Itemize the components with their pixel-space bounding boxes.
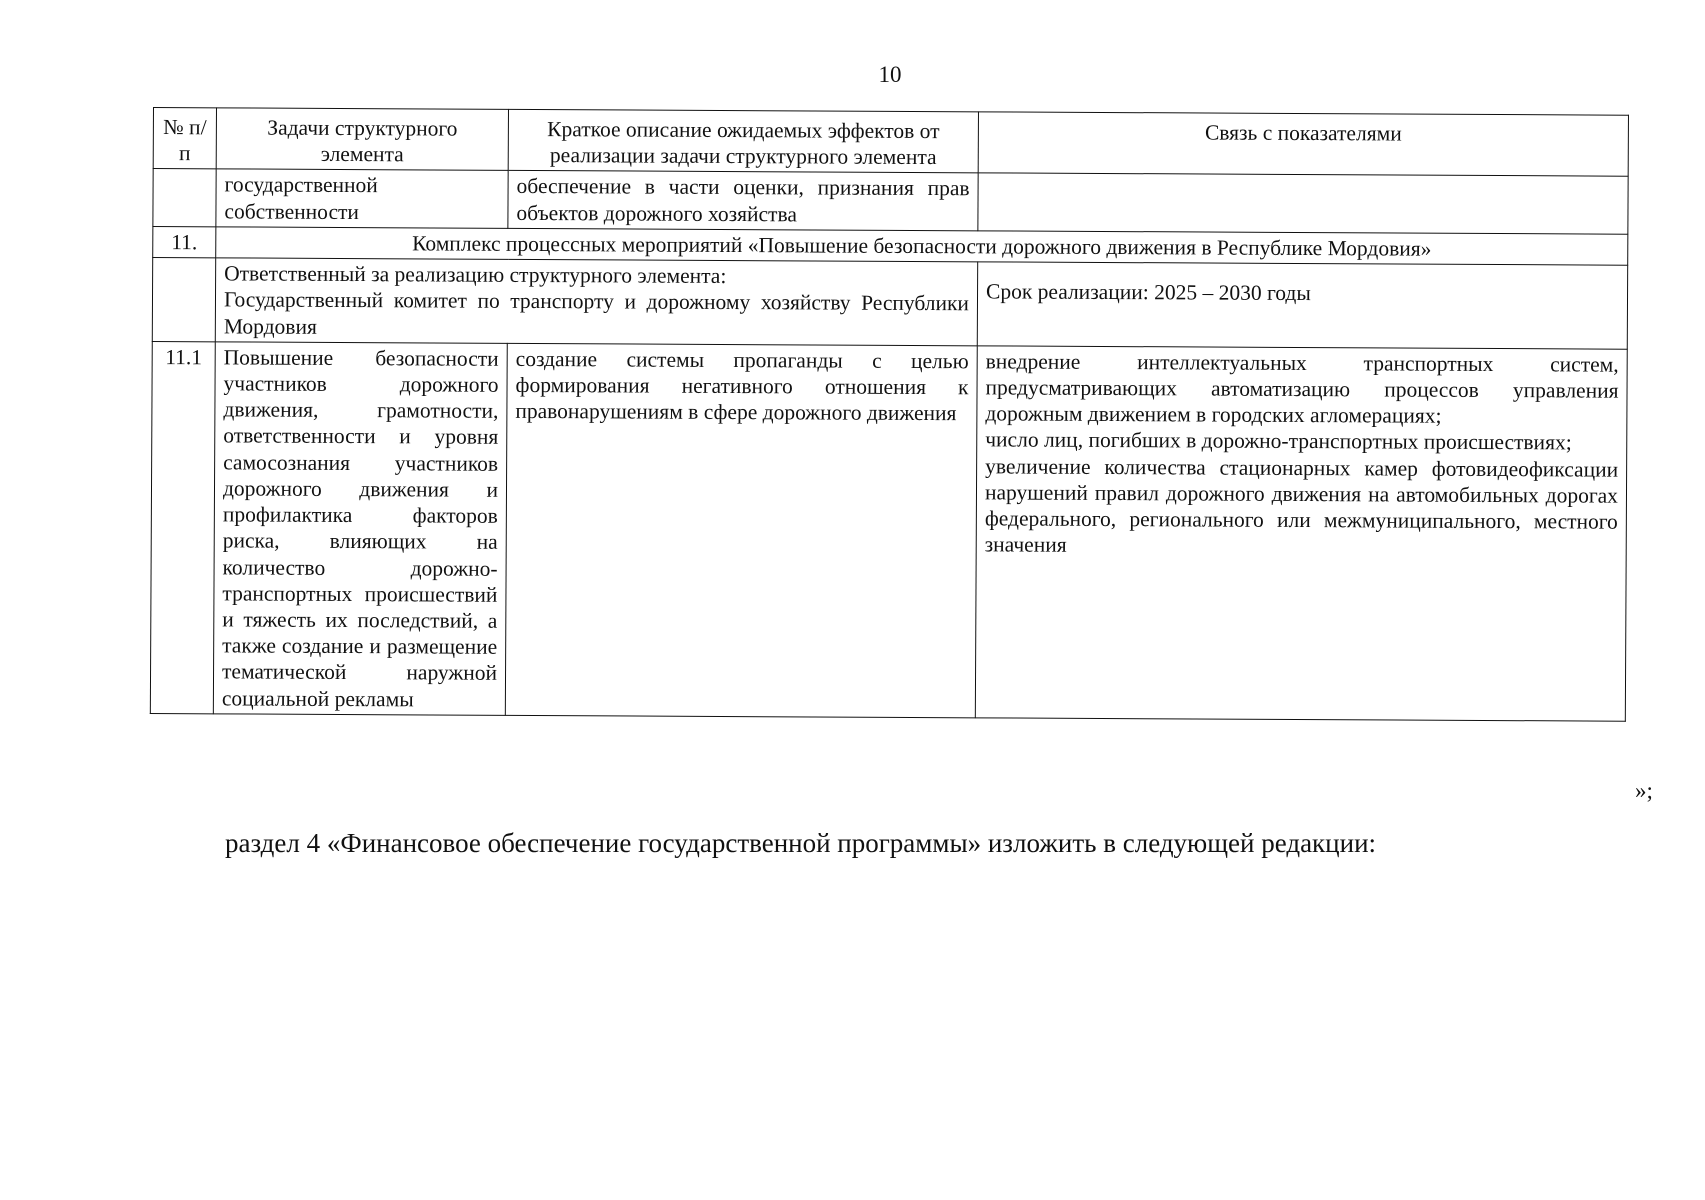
structural-elements-table [150, 107, 1629, 722]
section-num: 11. [153, 226, 216, 258]
header-indicators: Связь с показателями [978, 112, 1628, 177]
continuation-row [153, 169, 1628, 234]
responsible-label: Ответственный за реализацию структурного элемента: [224, 261, 727, 289]
continuation-effect: обеспечение в части оценки, признания прав объектов дорожного хозяйства [508, 171, 978, 231]
indicator-1: внедрение интеллектуальных транспортных систем, предусматривающих автоматизацию процессов управления дорожным движением в городских агломерациях; [985, 349, 1619, 428]
term-cell: Срок реализации: 2025 – 2030 годы [977, 262, 1627, 349]
continuation-task: государственной собственности [216, 169, 508, 228]
item-row [150, 341, 1627, 721]
section-edit-instruction: раздел 4 «Финансовое обеспечение государственной программы» изложить в следующей редакции: [225, 828, 1377, 858]
section-title: Комплекс процессных мероприятий «Повышение безопасности дорожного движения в Республике Мордовия» [216, 227, 1628, 266]
indicator-3: увеличение количества стационарных камер фотовидеофиксации нарушений правил дорожного движения на автомобильных дорогах федерального, регионального или межмуниципального, местного значения [984, 453, 1619, 558]
responsible-cell [215, 258, 977, 346]
item-num: 11.1 [150, 341, 215, 713]
header-num: № п/п [153, 108, 216, 170]
responsible-value: Государственный комитет по транспорту и дорожному хозяйству Республики Мордовия [223, 287, 970, 339]
header-tasks: Задачи структурного элемента [216, 108, 508, 171]
header-row [153, 108, 1628, 177]
item-effect: создание системы пропаганды с целью формирования негативного отношения к правонарушениям в сфере дорожного движения [505, 343, 977, 718]
item-task: Повышение безопасности участников дорожного движения, грамотности, ответственности и уровня самосознания участников дорожного движения и профилактика факторов риска, влияющих на количество дорожно-транспортных происшествий и тяжесть их последствий, а также создание и размещение тематической наружной социальной рекламы [213, 342, 507, 716]
continuation-num [153, 169, 216, 227]
item-indicators [975, 346, 1627, 721]
indicator-2: число лиц, погибших в дорожно-транспортных происшествиях; [985, 427, 1572, 455]
continuation-indicator [978, 173, 1628, 234]
responsible-row [152, 258, 1627, 349]
responsible-num [152, 258, 215, 342]
closing-quote-mark: »; [1635, 778, 1653, 803]
header-effects: Краткое описание ожидаемых эффектов от реализации задачи структурного элемента [508, 109, 978, 173]
page-number: 10 [878, 62, 902, 87]
